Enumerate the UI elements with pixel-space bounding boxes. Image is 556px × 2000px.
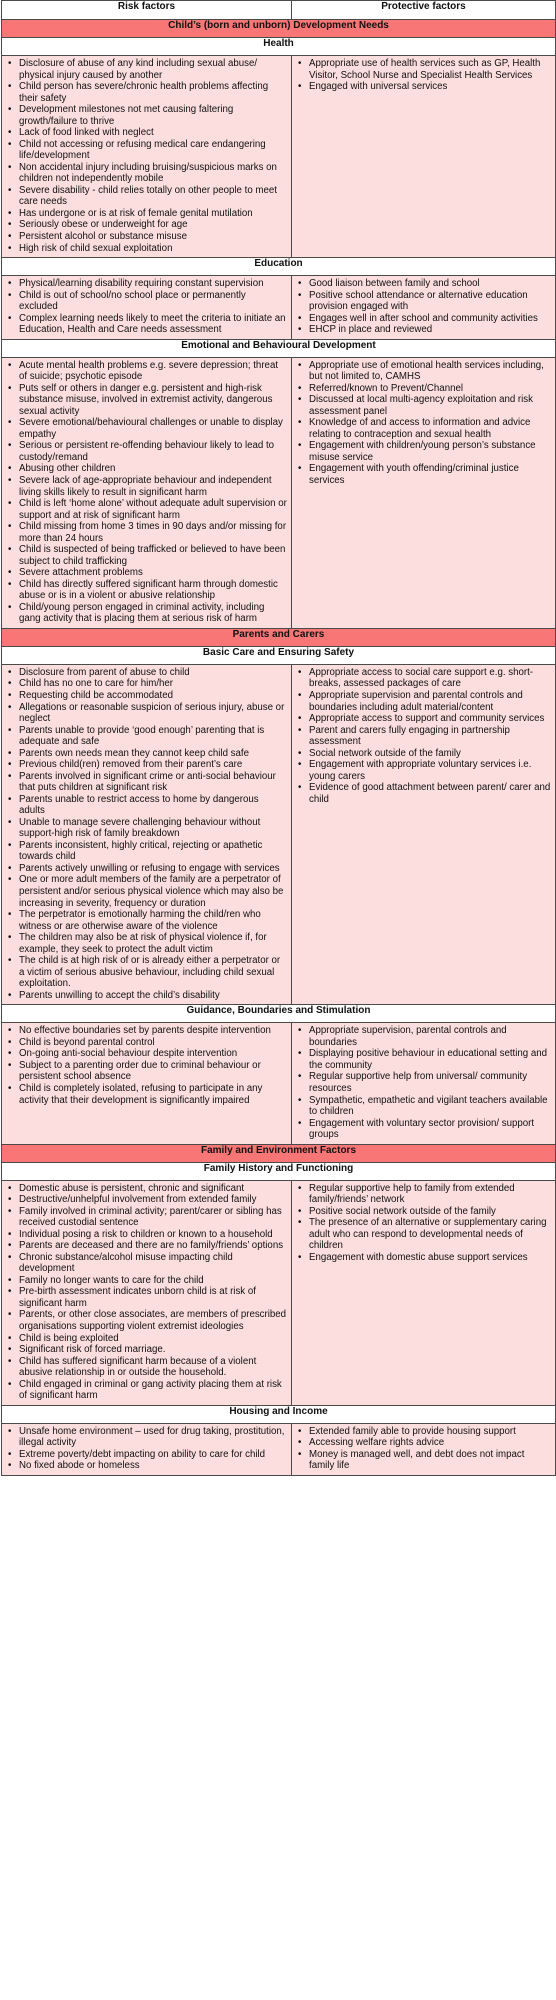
risk-factor-list-item: • Destructive/unhelpful involvement from extended family [19,1194,287,1206]
protective-factor-list-item: • Sympathetic, empathetic and vigilant teachers available to children [309,1095,551,1118]
risk-factor-list-item: • Parents unwilling to accept the child’s disability [19,990,287,1002]
risk-factor-list-item: • Physical/learning disability requiring constant supervision [19,278,287,290]
subsection-row-emotional-and-behavioural-development [2,339,556,357]
protective-factors-cell [292,1180,556,1405]
risk-factor-list-item: • Child missing from home 3 times in 90 days and/or missing for more than 24 hours [19,521,287,544]
risk-factor-list-item: • Child is being exploited [19,1333,287,1345]
risk-factor-list-item: • Parents are deceased and there are no family/friends’ options [19,1240,287,1252]
protective-factor-list-item: • Appropriate access to support and community services [309,713,551,725]
table-header-row [2,1,556,20]
risk-factor-list-item: • Development milestones not met causing faltering growth/failure to thrive [19,104,287,127]
risk-factor-list-item: • Non accidental injury including bruising/suspicious marks on children not independently mobile [19,162,287,185]
subsection-title: Family History and Functioning [2,1162,556,1180]
risk-factor-list-item: • Child is left ‘home alone’ without adequate adult supervision or support and at risk of significant harm [19,498,287,521]
protective-factor-list-item: • Engagement with voluntary sector provision/ support groups [309,1118,551,1141]
protective-factor-list-item: • Good liaison between family and school [309,278,551,290]
protective-factor-list [292,56,555,96]
protective-factor-list-item: • Appropriate use of health services such as GP, Health Visitor, School Nurse and Specialist Health Services [309,58,551,81]
table-body [2,20,556,1476]
risk-factor-list [2,1424,291,1475]
risk-factor-list-item: • Persistent alcohol or substance misuse [19,231,287,243]
section-title: Child’s (born and unborn) Development Needs [2,20,556,38]
risk-factor-list-item: • Parents own needs mean they cannot keep child safe [19,748,287,760]
protective-factor-list-item: • Regular supportive help from universal/ community resources [309,1071,551,1094]
risk-factor-list-item: • Subject to a parenting order due to criminal behaviour or persistent school absence [19,1060,287,1083]
subsection-title: Education [2,258,556,276]
risk-factor-list-item: • Seriously obese or underweight for age [19,219,287,231]
protective-factor-list-item: • Money is managed well, and debt does not impact family life [309,1449,551,1472]
risk-factor-list-item: • Allegations or reasonable suspicion of serious injury, abuse or neglect [19,702,287,725]
risk-factor-list-item: • Requesting child be accommodated [19,690,287,702]
risk-factors-cell [2,276,292,340]
risk-factors-table [1,0,556,1476]
risk-factor-list-item: • Child is suspected of being trafficked or believed to have been subject to child trafficking [19,544,287,567]
risk-factor-list-item: • Individual posing a risk to children or known to a household [19,1229,287,1241]
protective-factor-list-item: • Displaying positive behaviour in educational setting and the community [309,1048,551,1071]
protective-factors-cell [292,357,556,628]
risk-factor-list [2,276,291,339]
risk-factors-cell [2,357,292,628]
risk-factor-list-item: • Child engaged in criminal or gang activity placing them at risk of significant harm [19,1379,287,1402]
risk-factor-list-item: • Disclosure from parent of abuse to child [19,667,287,679]
risk-factor-list-item: • Family involved in criminal activity; parent/carer or sibling has received custodial sentence [19,1206,287,1229]
protective-factor-list-item: • Appropriate supervision and parental controls and boundaries including adult material/content [309,690,551,713]
protective-factor-list-item: • Positive school attendance or alternative education provision engaged with [309,290,551,313]
factors-row-housing-and-income [2,1423,556,1475]
risk-factor-list-item: • Child is beyond parental control [19,1037,287,1049]
risk-factor-list [2,1023,291,1109]
risk-factor-list-item: • Family no longer wants to care for the child [19,1275,287,1287]
protective-factor-list-item: • Extended family able to provide housing support [309,1426,551,1438]
protective-factor-list-item: • EHCP in place and reviewed [309,324,551,336]
risk-factor-list-item: • No fixed abode or homeless [19,1460,287,1472]
risk-factor-list-item: • Severe attachment problems [19,567,287,579]
subsection-title: Health [2,38,556,56]
factors-row-emotional-and-behavioural-development [2,357,556,628]
protective-factor-list-item: • The presence of an alternative or supplementary caring adult who can respond to developmental needs of children [309,1217,551,1252]
risk-factor-list-item: • Disclosure of abuse of any kind including sexual abuse/ physical injury caused by another [19,58,287,81]
protective-factors-cell [292,664,556,1004]
subsection-row-education [2,258,556,276]
risk-factors-cell [2,1023,292,1144]
risk-factor-list-item: • Unable to manage severe challenging behaviour without support-high risk of family breakdown [19,817,287,840]
risk-factor-list-item: • Lack of food linked with neglect [19,127,287,139]
protective-factor-list [292,276,555,339]
risk-factor-list-item: • Parents inconsistent, highly critical, rejecting or apathetic towards child [19,840,287,863]
protective-factor-list [292,358,555,490]
risk-factor-list-item: • Child has directly suffered significant harm through domestic abuse or is in a violent or abusive relationship [19,579,287,602]
risk-factor-list-item: • Severe lack of age-appropriate behaviour and independent living skills likely to result in significant harm [19,475,287,498]
risk-factors-cell [2,1180,292,1405]
risk-factor-list-item: • Puts self or others in danger e.g. persistent and high-risk substance misuse, involved in extremist activity, dangerous sexual activity [19,383,287,418]
risk-factor-list [2,358,291,628]
subsection-row-housing-and-income [2,1405,556,1423]
risk-factor-list-item: • Parents actively unwilling or refusing to engage with services [19,863,287,875]
section-title: Parents and Carers [2,628,556,646]
factors-row-family-history-and-functioning [2,1180,556,1405]
risk-factor-list-item: • The child is at high risk of or is already either a perpetrator or a victim of serious abusive behaviour, including child sexual exploitation. [19,955,287,990]
protective-factor-list-item: • Parent and carers fully engaging in partnership assessment [309,725,551,748]
risk-factor-list-item: • Severe emotional/behavioural challenges or unable to display empathy [19,417,287,440]
risk-factor-list-item: • Child not accessing or refusing medical care endangering life/development [19,139,287,162]
protective-factor-list-item: • Evidence of good attachment between parent/ carer and child [309,782,551,805]
protective-factor-list-item: • Engagement with youth offending/criminal justice services [309,463,551,486]
risk-factor-list-item: • High risk of child sexual exploitation [19,243,287,255]
subsection-row-family-history-and-functioning [2,1162,556,1180]
protective-factor-list-item: • Discussed at local multi-agency exploitation and risk assessment panel [309,394,551,417]
risk-factor-list-item: • Domestic abuse is persistent, chronic and significant [19,1183,287,1195]
risk-factors-cell [2,1423,292,1475]
protective-factor-list-item: • Appropriate supervision, parental controls and boundaries [309,1025,551,1048]
risk-factor-list [2,56,291,257]
risk-factor-list-item: • Severe disability - child relies totally on other people to meet care needs [19,185,287,208]
protective-factor-list-item: • Regular supportive help to family from extended family/friends’ network [309,1183,551,1206]
protective-factor-list-item: • Engagement with children/young person’s substance misuse service [309,440,551,463]
factors-row-basic-care-and-ensuring-safety [2,664,556,1004]
risk-factor-list-item: • Child is out of school/no school place or permanently excluded [19,290,287,313]
subsection-title: Basic Care and Ensuring Safety [2,646,556,664]
subsection-row-health [2,38,556,56]
factors-row-guidance-boundaries-and-stimulation [2,1023,556,1144]
risk-factor-list-item: • Abusing other children [19,463,287,475]
risk-factor-list-item: • Child person has severe/chronic health problems affecting their safety [19,81,287,104]
subsection-title: Housing and Income [2,1405,556,1423]
risk-factor-list-item: • Child/young person engaged in criminal activity, including gang activity that is placing them at serious risk of harm [19,602,287,625]
protective-factor-list-item: • Engagement with domestic abuse support services [309,1252,551,1264]
subsection-title: Emotional and Behavioural Development [2,339,556,357]
protective-factor-list-item: • Engages well in after school and community activities [309,313,551,325]
risk-factor-list-item: • Serious or persistent re-offending behaviour likely to lead to custody/remand [19,440,287,463]
protective-factor-list [292,1181,555,1267]
risk-factor-list [2,665,291,1004]
protective-factors-cell [292,1023,556,1144]
risk-factor-list [2,1181,291,1405]
subsection-row-guidance-boundaries-and-stimulation [2,1005,556,1023]
protective-factor-list-item: • Engaged with universal services [309,81,551,93]
protective-factor-list-item: • Accessing welfare rights advice [309,1437,551,1449]
risk-factor-list-item: • On-going anti-social behaviour despite intervention [19,1048,287,1060]
risk-factors-heading: Risk factors [2,1,292,20]
risk-factor-list-item: • Child has suffered significant harm because of a violent abusive relationship in or outside the household. [19,1356,287,1379]
section-row-child-s-born-and-unborn-development-needs [2,20,556,38]
risk-factor-list-item: • One or more adult members of the family are a perpetrator of persistent and/or serious physical violence which may also be increasing in severity, frequency or duration [19,874,287,909]
risk-factor-list-item: • Chronic substance/alcohol misuse impacting child development [19,1252,287,1275]
risk-factor-list-item: • Extreme poverty/debt impacting on ability to care for child [19,1449,287,1461]
subsection-title: Guidance, Boundaries and Stimulation [2,1005,556,1023]
risk-factor-list-item: • Unsafe home environment – used for drug taking, prostitution, illegal activity [19,1426,287,1449]
section-row-parents-and-carers [2,628,556,646]
protective-factor-list [292,1023,555,1143]
risk-factor-list-item: • Parents involved in significant crime or anti-social behaviour that puts children at significant risk [19,771,287,794]
risk-factor-list-item: • The perpetrator is emotionally harming the child/ren who witness or are otherwise aware of the violence [19,909,287,932]
risk-factor-list-item: • Child has no one to care for him/her [19,678,287,690]
protective-factor-list-item: • Positive social network outside of the family [309,1206,551,1218]
risk-factors-cell [2,664,292,1004]
risk-factors-cell [2,56,292,258]
risk-factor-list-item: • Child is completely isolated, refusing to participate in any activity that their development is significantly impaired [19,1083,287,1106]
protective-factor-list-item: • Social network outside of the family [309,748,551,760]
protective-factors-cell [292,56,556,258]
risk-factor-list-item: • Parents unable to restrict access to home by dangerous adults [19,794,287,817]
factors-row-education [2,276,556,340]
risk-factor-list-item: • Pre-birth assessment indicates unborn child is at risk of significant harm [19,1286,287,1309]
protective-factors-cell [292,276,556,340]
risk-factor-list-item: • The children may also be at risk of physical violence if, for example, they seek to protect the adult victim [19,932,287,955]
protective-factor-list-item: • Appropriate access to social care support e.g. short-breaks, assessed packages of care [309,667,551,690]
protective-factors-cell [292,1423,556,1475]
protective-factors-heading: Protective factors [292,1,556,20]
risk-factor-list-item: • Complex learning needs likely to meet the criteria to initiate an Education, Health and Care needs assessment [19,313,287,336]
risk-factor-list-item: • Parents unable to provide ‘good enough’ parenting that is adequate and safe [19,725,287,748]
protective-factor-list-item: • Knowledge of and access to information and advice relating to contraception and sexual health [309,417,551,440]
risk-factor-list-item: • Has undergone or is at risk of female genital mutilation [19,208,287,220]
section-title: Family and Environment Factors [2,1144,556,1162]
risk-factor-list-item: • No effective boundaries set by parents despite intervention [19,1025,287,1037]
risk-factor-list-item: • Significant risk of forced marriage. [19,1344,287,1356]
protective-factor-list-item: • Referred/known to Prevent/Channel [309,383,551,395]
risk-factor-list-item: • Acute mental health problems e.g. severe depression; threat of suicide; psychotic episode [19,360,287,383]
section-row-family-and-environment-factors [2,1144,556,1162]
risk-factor-list-item: • Parents, or other close associates, are members of prescribed organisations supporting violent extremist ideologies [19,1309,287,1332]
subsection-row-basic-care-and-ensuring-safety [2,646,556,664]
factors-row-health [2,56,556,258]
protective-factor-list [292,1424,555,1475]
protective-factor-list-item: • Engagement with appropriate voluntary services i.e. young carers [309,759,551,782]
risk-factor-list-item: • Previous child(ren) removed from their parent’s care [19,759,287,771]
protective-factor-list-item: • Appropriate use of emotional health services including, but not limited to, CAMHS [309,360,551,383]
protective-factor-list [292,665,555,808]
